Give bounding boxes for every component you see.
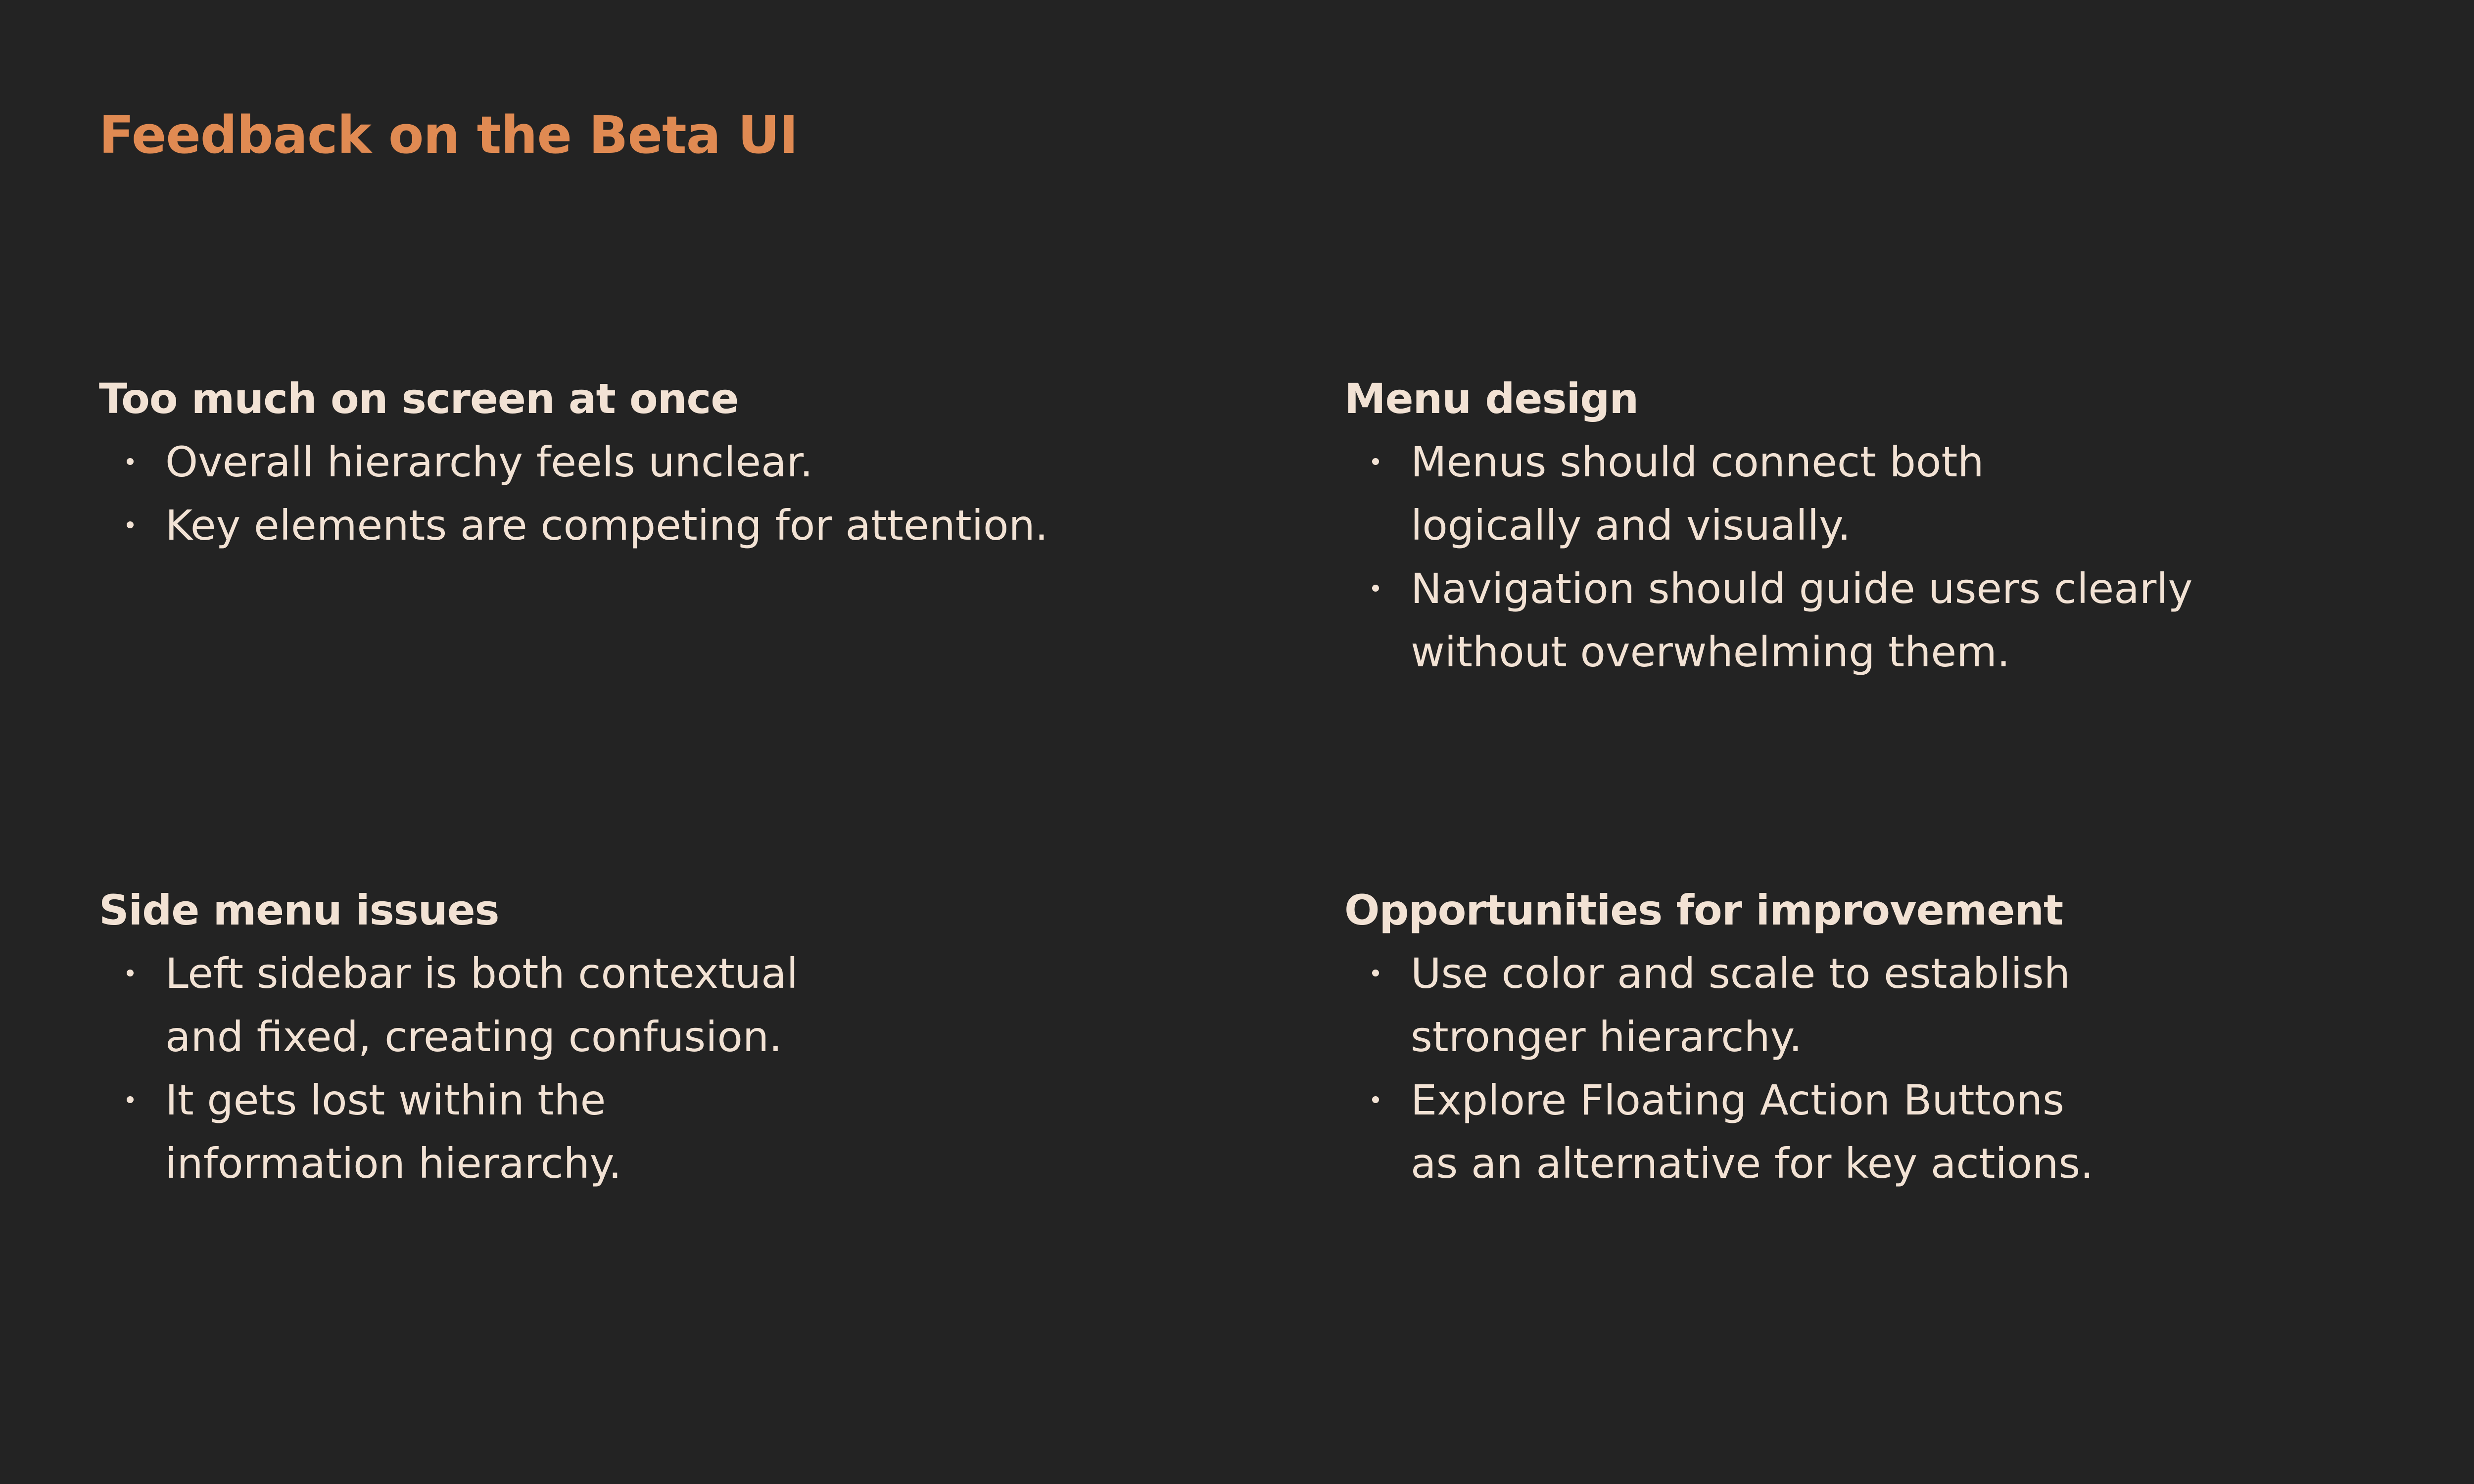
bullet-dot-icon bbox=[127, 970, 134, 976]
section-menu-design bbox=[1344, 367, 2474, 684]
bullet-item bbox=[99, 494, 1286, 557]
bullet-text: and fixed, creating confusion. bbox=[165, 1013, 782, 1061]
page-title: Feedback on the Beta UI bbox=[99, 105, 798, 165]
bullet-text: It gets lost within the bbox=[165, 1076, 606, 1124]
bullet-dot-icon bbox=[1372, 585, 1379, 592]
bullet-dot-icon bbox=[127, 458, 134, 465]
bullet-text: Overall hierarchy feels unclear. bbox=[165, 438, 813, 486]
bullet-text: as an alternative for key actions. bbox=[1411, 1139, 2093, 1188]
section-side-menu-issues bbox=[99, 879, 1286, 1195]
bullet-item bbox=[1344, 430, 2474, 557]
bullet-text: Left sidebar is both contextual bbox=[165, 949, 798, 998]
bullet-dot-icon bbox=[1372, 970, 1379, 976]
bullet-text: Navigation should guide users clearly bbox=[1411, 564, 2193, 613]
bullet-text: Key elements are competing for attention. bbox=[165, 501, 1048, 550]
bullet-text: Use color and scale to establish bbox=[1411, 949, 2070, 998]
bullet-item bbox=[1344, 1068, 2474, 1195]
bullet-text: without overwhelming them. bbox=[1411, 628, 2010, 676]
bullet-list bbox=[1344, 430, 2474, 684]
bullet-text: Explore Floating Action Buttons bbox=[1411, 1076, 2064, 1124]
bullet-text: information hierarchy. bbox=[165, 1139, 622, 1188]
section-opportunities bbox=[1344, 879, 2474, 1195]
section-heading: Side menu issues bbox=[99, 886, 499, 934]
section-heading: Opportunities for improvement bbox=[1344, 886, 2063, 934]
bullet-text: stronger hierarchy. bbox=[1411, 1013, 1803, 1061]
bullet-text: logically and visually. bbox=[1411, 501, 1851, 550]
bullet-list bbox=[1344, 942, 2474, 1195]
bullet-item bbox=[99, 1068, 1286, 1195]
bullet-item bbox=[1344, 942, 2474, 1068]
bullet-list bbox=[99, 430, 1286, 557]
bullet-dot-icon bbox=[127, 521, 134, 528]
bullet-dot-icon bbox=[127, 1096, 134, 1103]
section-heading: Too much on screen at once bbox=[99, 374, 739, 423]
bullet-text: Menus should connect both bbox=[1411, 438, 1984, 486]
bullet-list bbox=[99, 942, 1286, 1195]
section-too-much-on-screen bbox=[99, 367, 1286, 557]
bullet-dot-icon bbox=[1372, 1096, 1379, 1103]
bullet-item bbox=[99, 430, 1286, 494]
section-heading: Menu design bbox=[1344, 374, 1639, 423]
bullet-item bbox=[99, 942, 1286, 1068]
bullet-item bbox=[1344, 557, 2474, 684]
bullet-dot-icon bbox=[1372, 458, 1379, 465]
